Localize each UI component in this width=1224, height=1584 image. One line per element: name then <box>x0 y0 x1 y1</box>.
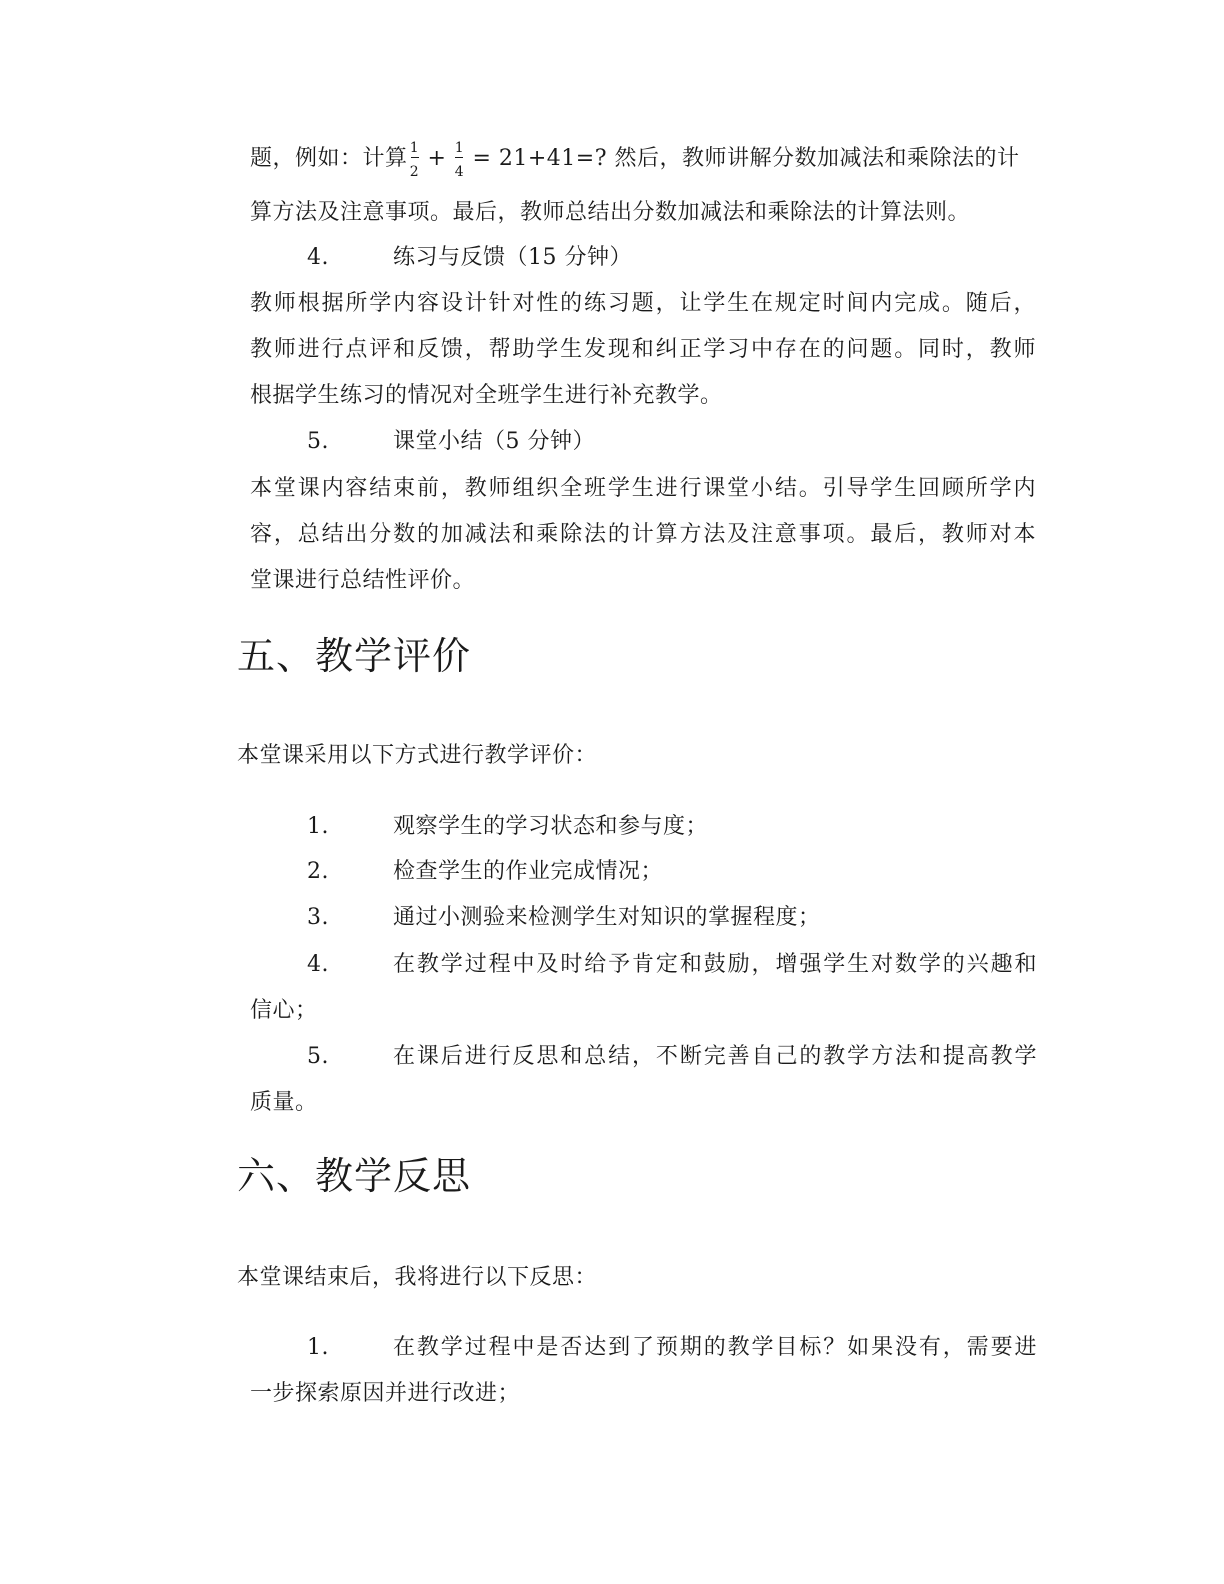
evaluation-heading: 五、教学评价 <box>237 634 472 678</box>
evaluation-item-4-number: 4. <box>307 952 329 977</box>
evaluation-item-5 <box>307 1042 1039 1072</box>
evaluation-item-1-number: 1. <box>307 814 329 839</box>
intro-line-1-prefix: 题，例如：计算 <box>250 146 408 171</box>
evaluation-item-3-text: 通过小测验来检测学生对知识的掌握程度； <box>393 905 821 930</box>
section-4-title-row <box>307 243 1007 273</box>
evaluation-item-3-number: 3. <box>307 905 329 930</box>
section-5-title: 课堂小结（5 分钟） <box>393 429 595 454</box>
intro-line-1-suffix: = 21+41=? 然后，教师讲解分数加减法和乘除法的计 <box>472 146 1020 171</box>
reflection-intro: 本堂课结束后，我将进行以下反思： <box>237 1265 598 1290</box>
evaluation-item-4-continuation: 信心； <box>250 998 318 1023</box>
section-4-title: 练习与反馈（15 分钟） <box>393 245 632 270</box>
evaluation-item-2 <box>307 857 1039 887</box>
evaluation-item-1 <box>307 812 1039 842</box>
fraction-one-quarter: $\frac{1}{4}$ <box>454 140 465 180</box>
section-5-line-1: 本堂课内容结束前，教师组织全班学生进行课堂小结。引导学生回顾所学内 <box>250 476 1036 501</box>
evaluation-item-1-text: 观察学生的学习状态和参与度； <box>393 814 709 839</box>
evaluation-item-4-text: 在教学过程中及时给予肯定和鼓励，增强学生对数学的兴趣和 <box>393 952 1037 977</box>
evaluation-item-2-number: 2. <box>307 859 329 884</box>
reflection-item-1-continuation: 一步探索原因并进行改进； <box>250 1381 521 1406</box>
evaluation-item-2-text: 检查学生的作业完成情况； <box>393 859 664 884</box>
evaluation-item-4 <box>307 950 1039 980</box>
evaluation-item-5-continuation: 质量。 <box>250 1090 318 1115</box>
section-4-number: 4. <box>307 245 329 270</box>
reflection-item-1-text: 在教学过程中是否达到了预期的教学目标？如果没有，需要进 <box>393 1335 1037 1360</box>
reflection-item-1 <box>307 1333 1039 1363</box>
intro-line-1 <box>250 140 1020 180</box>
evaluation-item-5-number: 5. <box>307 1044 329 1069</box>
section-4-line-2: 教师进行点评和反馈，帮助学生发现和纠正学习中存在的问题。同时，教师 <box>250 337 1036 362</box>
evaluation-item-3 <box>307 903 1039 933</box>
section-5-line-2: 容，总结出分数的加减法和乘除法的计算方法及注意事项。最后，教师对本 <box>250 522 1036 547</box>
evaluation-item-5-text: 在课后进行反思和总结，不断完善自己的教学方法和提高教学 <box>393 1044 1037 1069</box>
plus-sign: + <box>427 146 447 171</box>
section-5-line-3: 堂课进行总结性评价。 <box>250 568 476 593</box>
evaluation-intro: 本堂课采用以下方式进行教学评价： <box>237 743 598 768</box>
reflection-heading: 六、教学反思 <box>237 1154 472 1198</box>
section-4-line-3: 根据学生练习的情况对全班学生进行补充教学。 <box>250 383 723 408</box>
reflection-item-1-number: 1. <box>307 1335 329 1360</box>
fraction-one-half: $\frac{1}{2}$ <box>409 140 420 180</box>
intro-line-2: 算方法及注意事项。最后，教师总结出分数加减法和乘除法的计算法则。 <box>250 200 971 225</box>
section-5-title-row <box>307 427 1007 457</box>
section-5-number: 5. <box>307 429 329 454</box>
section-4-line-1: 教师根据所学内容设计针对性的练习题，让学生在规定时间内完成。随后， <box>250 291 1036 316</box>
